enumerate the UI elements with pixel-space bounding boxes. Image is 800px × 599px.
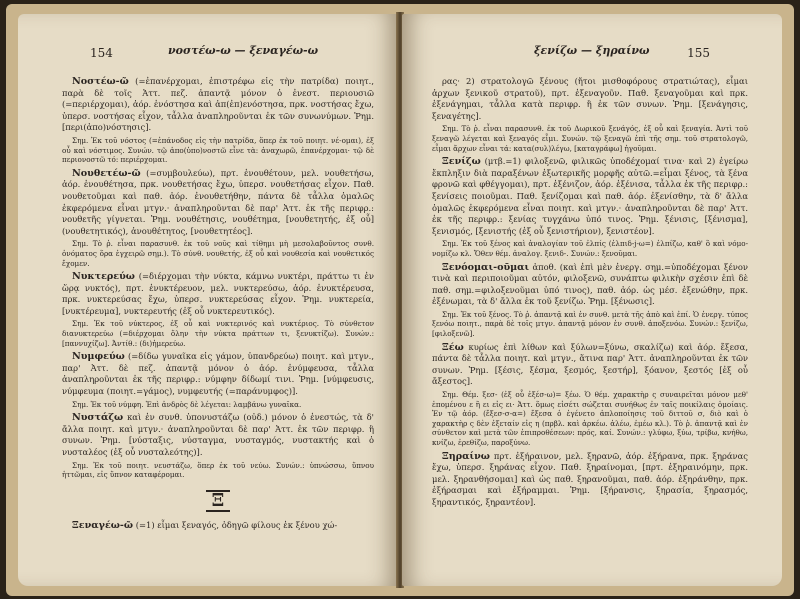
open-book — [6, 4, 794, 596]
entry-note: Σημ. Ἐκ τοῦ νύμφη. Ἐπὶ ἀνδρὸς δὲ λέγεται: λαμβάνω γυναῖκα. — [72, 399, 302, 409]
page-number: 155 — [687, 46, 710, 60]
entry-headword: Ξεναγέω-ῶ — [72, 519, 134, 531]
entry-headword: Νοστέω-ῶ — [72, 76, 129, 87]
dictionary-entry — [62, 76, 374, 134]
entry-headword: Νουθετέω-ῶ — [72, 167, 141, 179]
page-text — [432, 76, 748, 511]
entry-headword: Νυκτερεύω — [72, 271, 135, 283]
entry-definition: πρτ. ἐξήραινον, μελ. ξηρανῶ, ἀόρ. ἐξήρανα, πρκ. ξηράνας ἔχω, ὑπερσ. ξηράνας εἶχον. Παθ. ξηραίνομαι, [πρτ. ἐξηραινόμην, πρκ. μελ. ξηρανθήσομαι] καὶ ὡς παθ. ξηρανοῦμαι, παθ. ἀόρ. ἐξηράνθην, πρκ. ἐξήρασμαι καὶ ἐξήραμμαι. Ῥημ. [ξήρανσις, ξηρασία, ξηρασμός, ξηραντικός, ξηραντέον]. — [432, 450, 748, 507]
entry-note: Σημ. Ἐκ τοῦ ποιητ. νευστάζω, ὅπερ ἐκ τοῦ νεύω. Συνών.: ὑπνώσσω, ὕπνου ἡττῶμαι, εἰς ὕπνον καταφέρομαι. — [62, 460, 374, 480]
entry-note: Σημ. Τὸ ῥ. εἶναι παρασυνθ. ἐκ τοῦ Δωρικοῦ ξενάγός, ἐξ οὗ καὶ ξεναγία. Ἀντὶ τοῦ ξεναγῶ λέγεται καὶ ξεναγός εἶμι. Συνών. τῷ ξεναγῶ ἐπὶ τῆς σημ. τοῦ στρατολογῶ, εἶμαι ἄρχων εἶναι τά: κατα(συλ)λέγω, [καταγράφω] ἡγοῦμαι. — [432, 124, 748, 153]
running-header: ξενίζω — ξηραίνω — [534, 44, 650, 57]
entry-definition: κυρίως ἐπὶ λίθων καὶ ξύλων=ξύνω, σκαλίζω) καὶ ἀόρ. ἔξεσα, πάντα δὲ τἆλλα ποιητ. καὶ μτγν., ἅτινα παρ' Ἀττ. ἀναπληροῦνται ἐκ τῶν συνων. Ῥημ. [ξέσις, ξέσμα, ξεσμός, ξεστήρ], ξόανον, ξεστός [ἐξ οὗ ἄξεστος]. — [432, 341, 748, 387]
right-page — [402, 14, 782, 586]
entry-definition: (=1) εἶμαι ξεναγός, ὁδηγῶ φίλους ἐκ ξένου χώ- — [135, 519, 338, 530]
entry-definition: (=διέρχομαι τὴν νύκτα, κάμνω νυκτέρι, πράττω τι ἐν ὥρᾳ νυκτός), πρτ. ἐνυκτέρευον, μελ. νυκτερεύσω, ἀόρ. ἐνυκτέρευσα, πρκ. νυκτερεύσας ἔχω, ὑπερσ. νυκτερεύσας εἶχον. Ῥημ. νυκτερεία, [νυκτέρευμα], νυκτερευτής (ἐξ οὗ νυκτερευτικός). — [62, 271, 375, 316]
entry-definition: (μτβ.=1) φιλοξενῶ, φιλικῶς ὑποδέχομαί τινα· καὶ 2) ἐγείρω ἔκπληξιν διὰ παραξένων ἐξωτερικῆς μορφῆς αὐτῶ.=εἶμαι ξένος, τὰ ξένα φρονῶ καὶ φθέγγομαι), πρτ. ἐξένιζον, ἀόρ. ἐξένισα, τἆλλα ἐκ τῆς περιφρ.: ξενίσεις ποιοῦμαι. Παθ. ξενίζομαι καὶ παθ. ἀόρ. ἐξενίσθην, τὰ δ' ἄλλα ὁμαλῶς ἐκφερόμενα εἶναι ποιητ. καὶ μτγν.· ἀναπληροῦνται δὲ παρ' Ἀττ. ἐκ τῆς περιφρ.: ξενίας τυγχάνω ὑπό τινος. Ῥημ. ξένισις, [ξένισμα], ξενισμός, [ξενιστής (ἐξ οὗ ξενιστήριον), ξενιστέον]. — [432, 156, 748, 236]
entry-headword: Νυστάζω — [72, 412, 124, 424]
dictionary-entry — [62, 168, 374, 238]
entry-definition: καὶ ἐν συνθ. ὑπονυστάζω (οὐδ.) μόνον ὁ ἐνεστώς, τὰ δ' ἄλλα ποιητ. καὶ μτγν.· ἀναπληροῦνται δὲ παρ' Ἀττ. ἐκ τῶν περιφρ. ἢ συνων. Ῥημ. [νύσταξις, νύσταγμα, νυσταγμός, νυστακτής καὶ ὁ νυσταλέος (ἐξ οὗ νυσταλεότης)]. — [62, 412, 374, 457]
dictionary-entry — [62, 520, 374, 532]
entry-headword: Νυμφεύω — [72, 351, 125, 363]
dictionary-entry — [432, 156, 748, 237]
entry-note: Σημ. Ἐκ τοῦ νύκτερος, ἐξ οὗ καὶ νυκτερινός καὶ νυκτέριος. Τὸ σύνθετον διανυκτερεύω (=διέρχομαι ὅλην τὴν νύκτα πράττων τι, ξενυκτίζω). Συνών.: [παννυχίζω]. Ἀντίθ.: (δι)ἡμερεύω. — [62, 319, 374, 348]
section-letter: Ξ — [206, 490, 231, 512]
dictionary-entry — [432, 262, 748, 308]
entry-headword: Ξενίζω — [442, 156, 481, 168]
page-number: 154 — [90, 46, 113, 60]
entry-continuation: ρας· 2) στρατολογῶ ξένους (ἤτοι μισθοφόρους στρατιώτας), εἶμαι ἀρχων ξενικοῦ στρατοῦ), πρτ. ἐξεναγοῦν. Παθ. ξεναγοῦμαι καὶ πρκ. ἐξενάγημαι, τἆλλα κατὰ περιφρ. ἢ ἐκ τῶν συνων. Ῥημ. [ξενάγησις, ξεναγέτης]. — [432, 76, 748, 121]
entry-headword: Ξενόομαι-οῦμαι — [442, 261, 530, 273]
dictionary-entry — [432, 451, 748, 509]
entry-headword: Ξέω — [442, 341, 464, 353]
entry-definition: (=δίδω γυναῖκα εἰς γάμον, ὑπανδρεύω) ποιητ. καὶ μτγν., παρ' Ἀττ. δὲ πεζ. ἀπαντᾷ μόνον ὁ ἀόρ. ἐνύμφευσα, τἆλλα ἀναπληροῦνται ἐκ τῆς περιφρ.: νύμφην δίδωμί τινι. Ῥημ. [νύμφευσις, νύμφευμα (ποιητ.=γάμος), νυμφευτής (=παράνυμφος)]. — [62, 351, 374, 397]
letter-section-divider — [62, 490, 374, 512]
entry-note: Σημ. Ἐκ τοῦ νόστος (=ἐπάνοδος εἰς τὴν πατρίδα, ὅπερ ἐκ τοῦ ποιητ. νέ-ομαι), ἐξ οὗ καὶ νόστιμος. Συνών. τῷ ἀπο(ὑπο)νοστῶ εἶνε τὰ: ἀναχωρῶ, ἐπανέρχομαι· τῷ δὲ περιονοστῶ τό: περιέρχομαι. — [62, 135, 374, 165]
entry-note: Σημ. Ἐκ τοῦ ξένος καὶ ἀναλογίαν τοῦ ἐλπίς (ἐλπιδ-j-ω=) ἐλπίζω, καθ' ὃ καὶ νόμο-νομίζω κλ. Ὅθεν θέμ. ἀναλογ. ξενιδ-. Συνών.: ξενοῦμαι. — [432, 239, 748, 258]
entry-note: Σημ. Τὸ ῥ. εἶναι παρασυνθ. ἐκ τοῦ νοῦς καὶ τίθημι μὴ μεσολαβοῦντος συνθ. ὀνόματος ὅρα ἐγχειρῶ σημ.). Τὸ σύνθ. νουθετής, ἐξ οὗ καὶ νουθεσία καὶ νουθετικός ἔχομεν. — [62, 239, 374, 268]
left-page — [18, 14, 398, 586]
dictionary-entry — [62, 351, 374, 397]
entry-definition: (=ἐπανέρχομαι, ἐπιστρέφω εἰς τὴν πατρίδα) ποιητ., παρὰ δὲ τοῖς Ἀττ. πεζ. ἀπαντᾷ μόνον ὁ ἐνεστ. περιουσιῶ (=περιέρχομαι), ἀόρ. ἐνόστησα καὶ ἀπ(ἐπ)ενόστησα, πρκ. νοστήσας ἔχω, ὑπερσ. νοστήσας εἶχον, τἆλλα ἀναπληροῦνται ἐκ τῶν συνωνύμων. Ῥημ. [περι(ἀπο)νόστησις]. — [62, 76, 374, 133]
dictionary-entry — [62, 271, 374, 317]
entry-definition: (=συμβουλεύω), πρτ. ἐνουθέτουν, μελ. νουθετήσω, ἀόρ. ἐνουθέτησα, πρκ. νουθετήσας ἔχω, ὑπερσ. νουθετήσας εἶχον. Παθ. νουθετοῦμαι καὶ παθ. ἀόρ. ἐνουθετήθην, πάντα δὲ τἆλλα ὁμαλῶς ἐκφερόμενα εἶναι μτγν.· ἀναπληροῦνται δὲ παρ' Ἀττ. ἐκ τῆς περιφρ.: νουθετῆς γίγνεται. Ῥημ. νουθέτησις, νουθέτημα, [νουθετητής, ἐξ οὗ] (νουθετητικός), ἀνουθέτητος, [νουθετητέος]. — [62, 167, 374, 236]
entry-note: Σημ. Θέμ. ξεσ- (ἐξ οὗ ἐξέσ-ω)= ξέω. Ὁ θέμ. χαρακτὴρ ς συναιρεῖται μόνον μεθ' ἑπομένου ε ἢ ει εἰς ει· Ἀττ. ὅμως εἰσέτι σώζεται συνήθως ἐν ταῖς ποικίλαις ὁμοίαις. Ἐν τῷ ἀόρ. (ἔξεσ-σ-α=) ἔξεσα ὁ ἐγένετο ἀπλοποίησις τοῦ διττοῦ σ, διὸ καὶ ὁ χαρακτὴρ ς δὲν ἐξεταίν εἰς η (πρβλ. καὶ ἀρκέω. ἀλέω, ἐμέω κλ.). Τὸ ῥ. ἀπαντᾷ καὶ ἐν σύνθετον καὶ μετὰ τῶν ἐπιπροθέσεων: πρός, καί. Συνών.: γλύφω, ξύω, τρίβω, κνήθω, κνίζω, ἐρεθίζω, παροξύνω. — [432, 390, 748, 447]
dictionary-entry — [62, 412, 374, 458]
entry-definition: ἀποθ. (καὶ ἐπὶ μὲν ἐνεργ. σημ.=ὑποδέχομαι ξένον τινὰ καὶ περιποιοῦμαι αὐτόν, φιλοξενῶ, συνάπτω φιλικὴν σχέσιν ἐπὶ δὲ παθ. σημ.=φιλοξενοῦμαι ὑπό τινος), παθ. ἀόρ. ὡς μέσ. ἐξενώθην, πρκ. ἐξένωμαι, τὰ δ' ἄλλα ἐκ τοῦ ξενίζω. Ῥημ. [ξένωσις]. — [432, 261, 748, 307]
running-header: νοστέω-ω — ξεναγέω-ω — [168, 44, 319, 57]
entry-note: Σημ. Ἐκ τοῦ ξένος. Τὸ ῥ. ἀπαντᾷ καὶ ἐν συνθ. μετὰ τῆς ἀπὸ καὶ ἐπί. Ὁ ἐνεργ. τύπος ξενόω ποιητ., παρὰ δὲ τοῖς μτγν. ἀπαντᾷ μόνον ἐν συνθ. ἀποξενόω. Συνών.: ξενίζω, [φιλοξενῶ]. — [432, 309, 748, 339]
page-text — [62, 76, 374, 533]
dictionary-entry — [432, 342, 748, 388]
entry-headword: Ξηραίνω — [442, 450, 490, 462]
